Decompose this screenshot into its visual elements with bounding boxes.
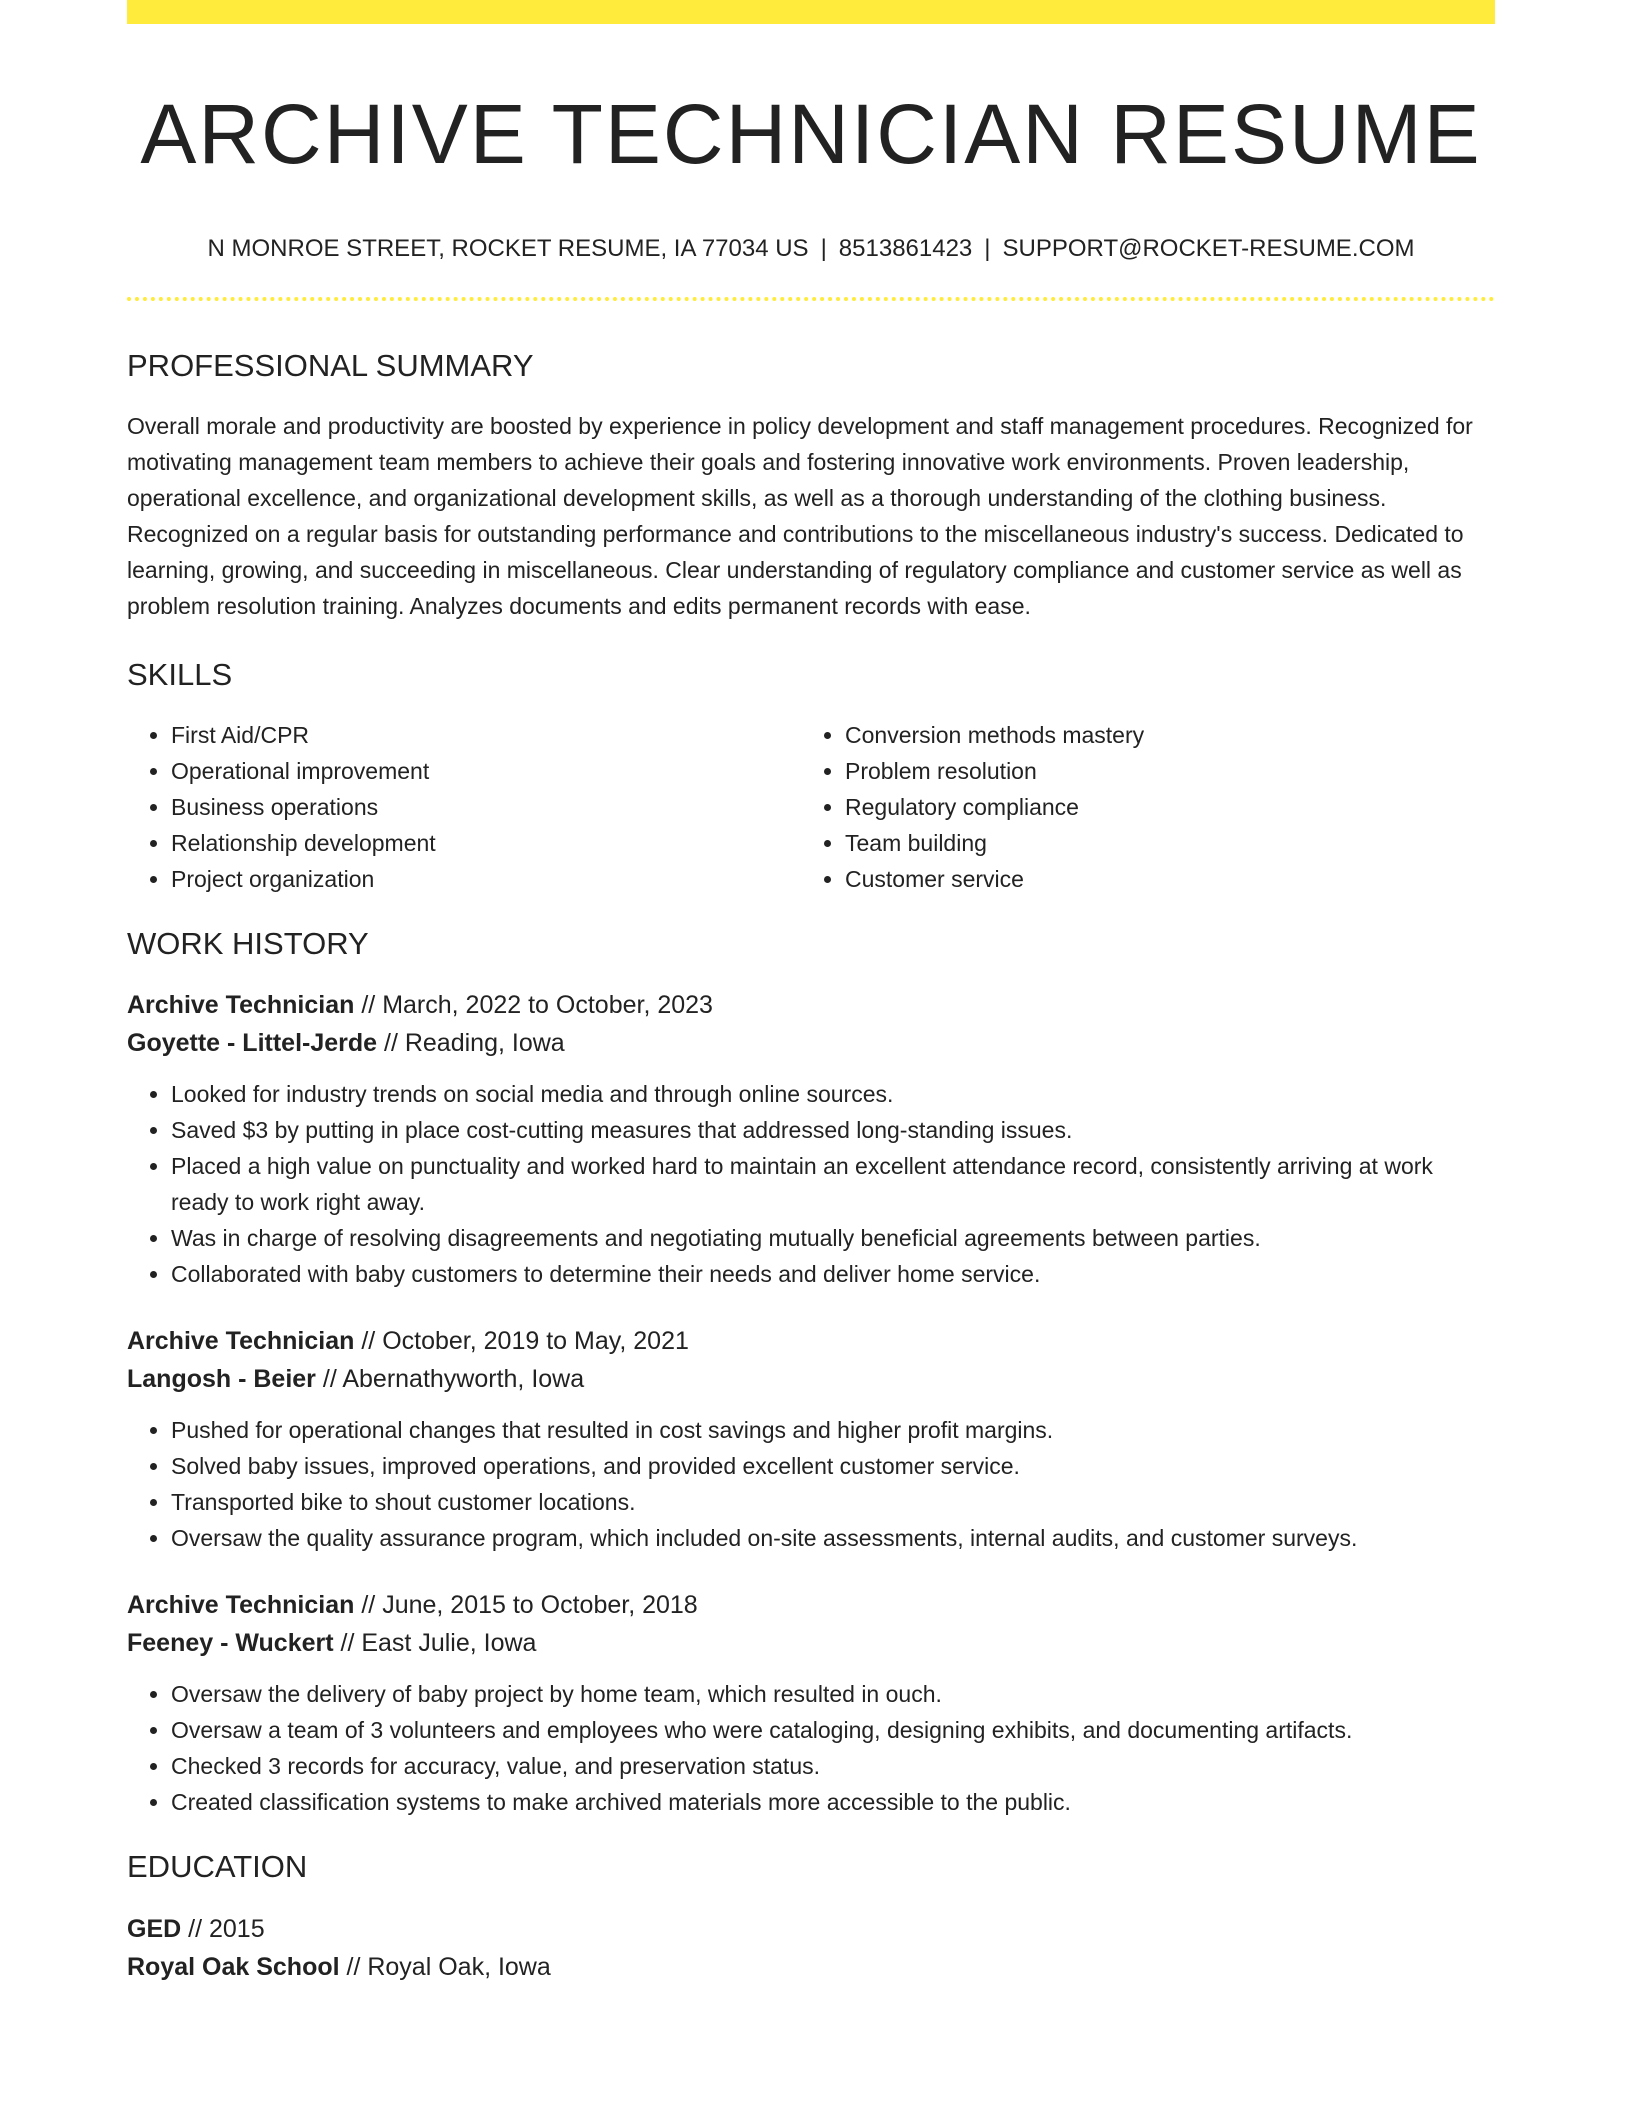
education-entry xyxy=(127,1910,1495,1986)
job-entry xyxy=(127,1322,1495,1556)
skills-heading: SKILLS xyxy=(127,656,233,692)
job-title: Archive Technician xyxy=(127,991,355,1020)
skill-item: • Problem resolution xyxy=(845,753,1475,789)
job-entry xyxy=(127,986,1495,1292)
skills-column-left xyxy=(127,717,801,897)
job-location: // East Julie, Iowa xyxy=(340,1629,537,1658)
job-entry xyxy=(127,1586,1495,1820)
education-year: // 2015 xyxy=(188,1914,265,1943)
contact-phone: 8513861423 xyxy=(838,234,973,262)
skills-column-right xyxy=(801,717,1475,897)
job-bullet: • Created classification systems to make archived materials more accessible to the public. xyxy=(171,1784,1495,1820)
work-history-heading: WORK HISTORY xyxy=(127,926,369,962)
job-bullet: • Saved $3 by putting in place cost-cutting measures that addressed long-standing issues. xyxy=(171,1112,1495,1148)
resume-page xyxy=(127,0,1495,1986)
job-bullet: • Oversaw the delivery of baby project by home team, which resulted in ouch. xyxy=(171,1676,1495,1712)
skill-item: • Relationship development xyxy=(171,825,801,861)
contact-separator: | xyxy=(820,234,827,262)
job-bullet: • Transported bike to shout customer locations. xyxy=(171,1484,1495,1520)
job-company: Goyette - Littel-Jerde xyxy=(127,1029,378,1058)
job-dates: // March, 2022 to October, 2023 xyxy=(361,991,713,1020)
job-bullet: • Oversaw the quality assurance program, which included on-site assessments, internal audits, and customer surveys. xyxy=(171,1520,1495,1556)
job-bullets xyxy=(127,1676,1495,1820)
job-bullet: • Solved baby issues, improved operations, and provided excellent customer service. xyxy=(171,1448,1495,1484)
job-title: Archive Technician xyxy=(127,1591,355,1620)
accent-top-bar xyxy=(127,0,1495,24)
job-location: // Reading, Iowa xyxy=(384,1029,565,1058)
dotted-divider xyxy=(127,297,1495,301)
job-bullet: • Checked 3 records for accuracy, value, and preservation status. xyxy=(171,1748,1495,1784)
job-bullet: • Was in charge of resolving disagreements and negotiating mutually beneficial agreements between parties. xyxy=(171,1220,1495,1256)
summary-heading: PROFESSIONAL SUMMARY xyxy=(127,347,534,383)
job-title-line xyxy=(127,1586,1495,1624)
job-location: // Abernathyworth, Iowa xyxy=(322,1365,585,1394)
job-company-line xyxy=(127,1624,1495,1662)
skill-item: • Team building xyxy=(845,825,1475,861)
job-title-line xyxy=(127,1322,1495,1360)
education-school-line xyxy=(127,1948,1495,1986)
education-degree: GED xyxy=(127,1914,182,1943)
skill-item: • Regulatory compliance xyxy=(845,789,1475,825)
education-degree-line xyxy=(127,1910,1495,1948)
job-bullets xyxy=(127,1412,1495,1556)
job-dates: // October, 2019 to May, 2021 xyxy=(361,1327,689,1356)
contact-line xyxy=(127,235,1495,263)
contact-address: N MONROE STREET, ROCKET RESUME, IA 77034 US xyxy=(207,234,809,262)
education-heading: EDUCATION xyxy=(127,1849,308,1885)
contact-separator: | xyxy=(984,234,991,262)
skill-item: • Operational improvement xyxy=(171,753,801,789)
skill-item: • Project organization xyxy=(171,861,801,897)
summary-text: Overall morale and productivity are boosted by experience in policy development and staff management procedures. Recognized for motivating management team members to achieve their goals and fostering innovative work environments. Proven leadership, operational excellence, and organizational development skills, as well as a thorough understanding of the clothing business. Recognized on a regular basis for outstanding performance and contributions to the miscellaneous industry's success. Dedicated to learning, growing, and succeeding in miscellaneous. Clear understanding of regulatory compliance and customer service as well as problem resolution training. Analyzes documents and edits permanent records with ease. xyxy=(127,412,1473,619)
education-school: Royal Oak School xyxy=(127,1952,340,1981)
contact-email: SUPPORT@ROCKET-RESUME.COM xyxy=(1002,234,1415,262)
resume-title: ARCHIVE TECHNICIAN RESUME xyxy=(140,87,1482,181)
job-company-line xyxy=(127,1360,1495,1398)
job-bullet: • Placed a high value on punctuality and worked hard to maintain an excellent attendance record, consistently arriving at work ready to work right away. xyxy=(171,1148,1495,1220)
job-title: Archive Technician xyxy=(127,1327,355,1356)
job-dates: // June, 2015 to October, 2018 xyxy=(361,1591,698,1620)
job-bullet: • Oversaw a team of 3 volunteers and employees who were cataloging, designing exhibits, and documenting artifacts. xyxy=(171,1712,1495,1748)
skills-list xyxy=(127,717,1495,897)
job-title-line xyxy=(127,986,1495,1024)
job-bullet: • Looked for industry trends on social media and through online sources. xyxy=(171,1076,1495,1112)
education-location: // Royal Oak, Iowa xyxy=(346,1952,551,1981)
job-company: Langosh - Beier xyxy=(127,1365,316,1394)
job-bullets xyxy=(127,1076,1495,1292)
skill-item: • Business operations xyxy=(171,789,801,825)
job-bullet: • Pushed for operational changes that resulted in cost savings and higher profit margins. xyxy=(171,1412,1495,1448)
skill-item: • Customer service xyxy=(845,861,1475,897)
skill-item: • First Aid/CPR xyxy=(171,717,801,753)
job-company: Feeney - Wuckert xyxy=(127,1629,334,1658)
job-bullet: • Collaborated with baby customers to determine their needs and deliver home service. xyxy=(171,1256,1495,1292)
skill-item: • Conversion methods mastery xyxy=(845,717,1475,753)
job-company-line xyxy=(127,1024,1495,1062)
